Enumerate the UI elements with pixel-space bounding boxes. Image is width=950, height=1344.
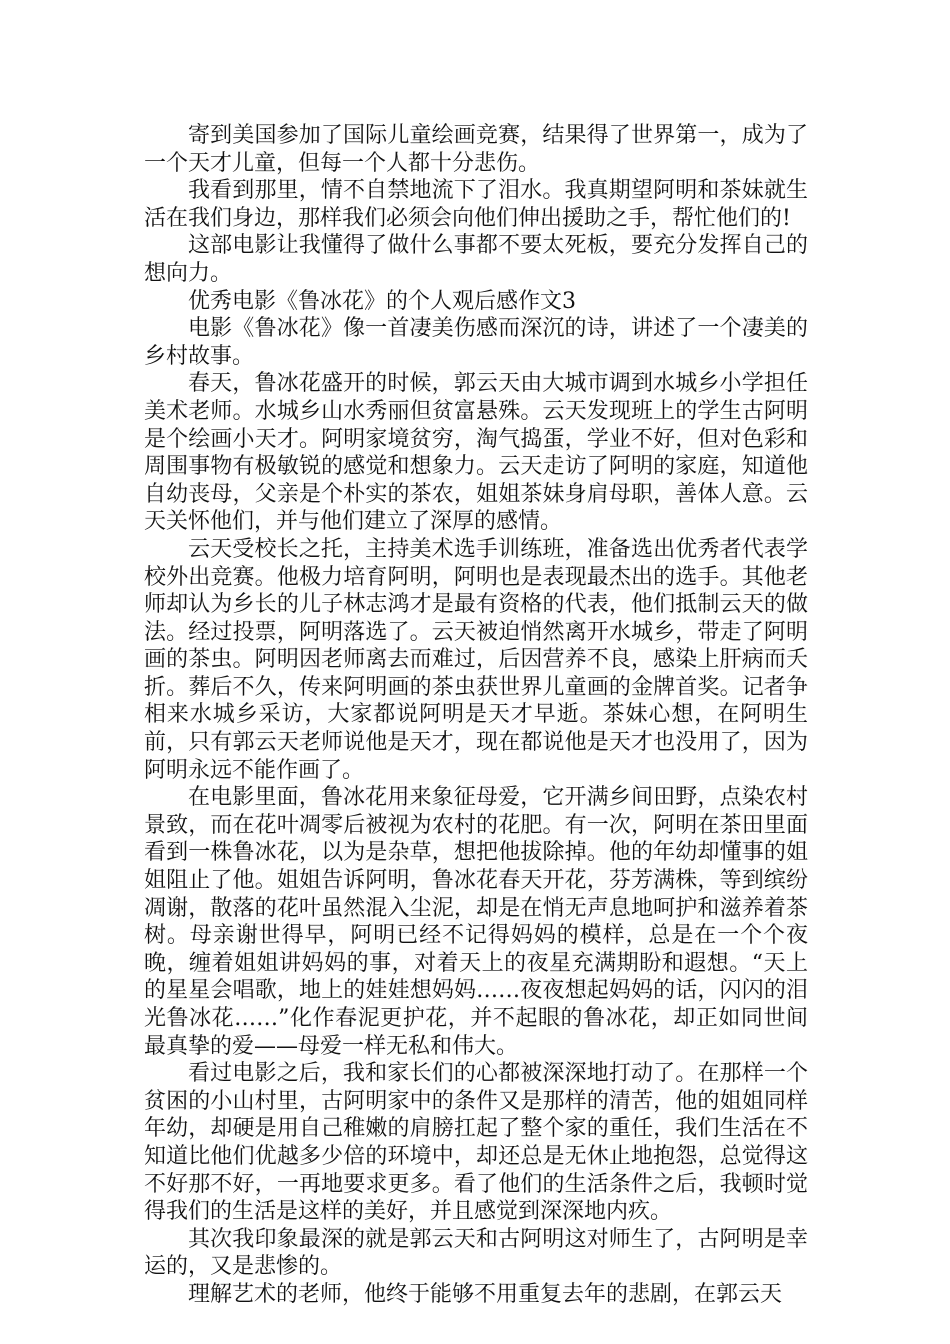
paragraph-ending-first-story: 寄到美国参加了国际儿童绘画竞赛，结果得了世界第一，成为了一个天才儿童，但每一个人都十分悲伤。: [144, 123, 808, 176]
essay-heading: 优秀电影《鲁冰花》的个人观后感作文3: [188, 288, 576, 314]
paragraph-competition-plot: 云天受校长之托，主持美术选手训练班，准备选出优秀者代表学校外出竞赛。他极力培育阿明，阿明也是表现最杰出的选手。其他老师却认为乡长的儿子林志鸿才是最有资格的代表，他们抵制云天的做法。经过投票，阿明落选了。云天被迫悄然离开水城乡，带走了阿明画的茶虫。阿明因老师离去而难过，后因营养不良，感染上肝病而夭折。葬后不久，传来阿明画的茶虫获世界儿童画的金牌首奖。记者争相来水城乡采访，大家都说阿明是天才早逝。茶妹心想，在阿明生前，只有郭云天老师说他是天才，现在都说他是天才也没用了，因为阿明永远不能作画了。: [144, 536, 808, 783]
paragraph-art-teacher: 理解艺术的老师，他终于能够不用重复去年的悲剧，在郭云天: [188, 1281, 783, 1307]
paragraph-spring-plot: 春天，鲁冰花盛开的时候，郭云天由大城市调到水城乡小学担任美术老师。水城乡山水秀丽但贫富悬殊。云天发现班上的学生古阿明是个绘画小天才。阿明家境贫穷，淘气捣蛋，学业不好，但对色彩和周围事物有极敏锐的感觉和想象力。云天走访了阿明的家庭，知道他自幼丧母，父亲是个朴实的茶农，姐姐茶妹身肩母职，善体人意。云天关怀他们，并与他们建立了深厚的感情。: [144, 371, 808, 535]
paragraph-reflection-tears: 我看到那里，情不自禁地流下了泪水。我真期望阿明和茶妹就生活在我们身边，那样我们必须会向他们伸出援助之手，帮忙他们的!: [144, 178, 808, 231]
document-page: [144, 122, 808, 1309]
paragraph-teacher-student: 其次我印象最深的就是郭云天和古阿明这对师生了，古阿明是幸运的，又是悲惨的。: [144, 1226, 808, 1280]
paragraph-lupine-symbol: 在电影里面，鲁冰花用来象征母爱，它开满乡间田野，点染农村景致，而在花叶凋零后被视为农村的花肥。有一次，阿明在茶田里面看到一株鲁冰花，以为是杂草，想把他拔除掉。他的年幼却懂事的姐姐阻止了他。姐姐告诉阿明，鲁冰花春天开花，芬芳满株，等到缤纷凋谢，散落的花叶虽然混入尘泥，却是在悄无声息地呵护和滋养着茶树。母亲谢世得早，阿明已经不记得妈妈的模样，总是在一个个夜晚，缠着姐姐讲妈妈的事，对着天上的夜星充满期盼和遐想。“天上的星星会唱歌，地上的娃娃想妈妈……夜夜想起妈妈的话，闪闪的泪光鲁冰花……”化作春泥更护花，并不起眼的鲁冰花，却正如同世间最真挚的爱——母爱一样无私和伟大。: [144, 785, 808, 1059]
paragraph-film-intro: 电影《鲁冰花》像一首凄美伤感而深沉的诗，讲述了一个凄美的乡村故事。: [144, 316, 808, 369]
paragraph-after-film: 看过电影之后，我和家长们的心都被深深地打动了。在那样一个贫困的小山村里，古阿明家中的条件又是那样的清苦，他的姐姐同样年幼，却硬是用自己稚嫩的肩膀扛起了整个家的重任，我们生活在不知道比他们优越多少倍的环境中，却还总是无休止地抱怨，总觉得这不好那不好，一再地要求更多。看了他们的生活条件之后，我顿时觉得我们的生活是这样的美好，并且感觉到深深地内疚。: [144, 1061, 808, 1225]
paragraph-lesson-learned: 这部电影让我懂得了做什么事都不要太死板，要充分发挥自己的想向力。: [144, 233, 808, 286]
